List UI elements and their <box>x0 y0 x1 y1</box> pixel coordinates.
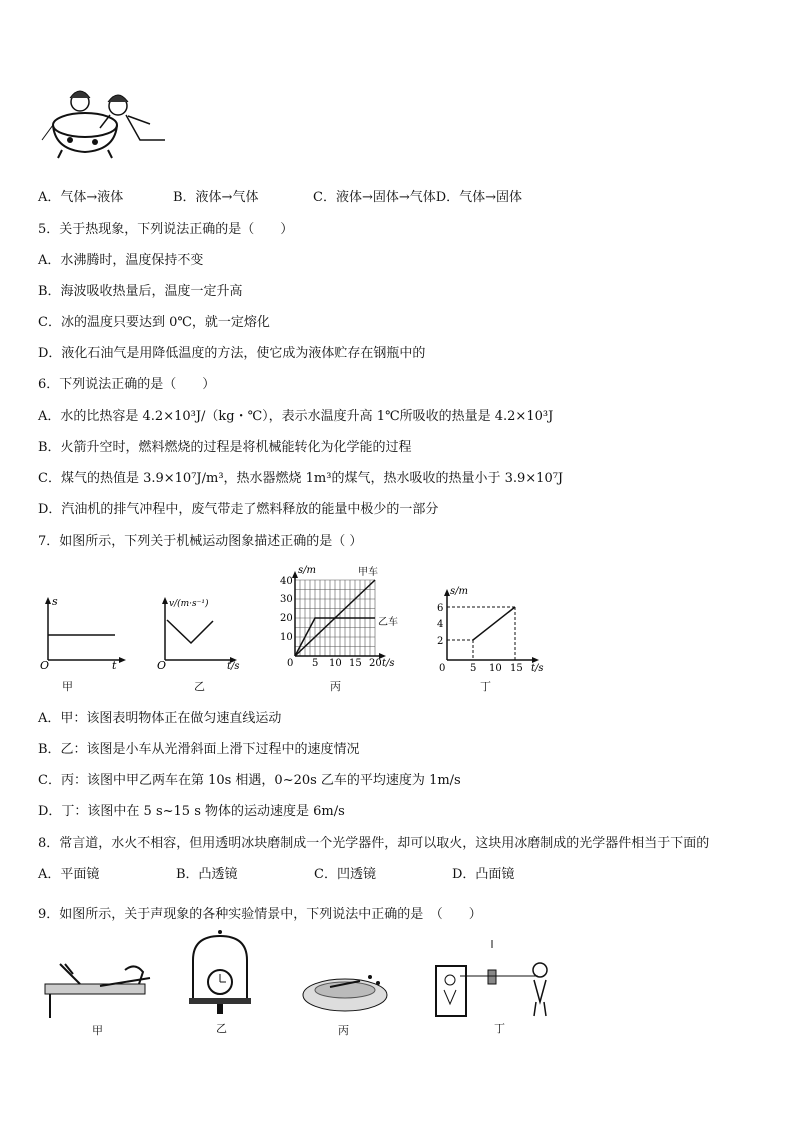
yi-x-label: t/s <box>227 661 240 670</box>
q7-caption-jia: 甲 <box>62 680 73 693</box>
jia-x-label: t <box>112 659 117 670</box>
ding-y-tick: 4 <box>437 619 444 630</box>
q7-caption-bing: 丙 <box>330 680 341 693</box>
q7-graph-bing <box>270 563 420 675</box>
ding-x-tick: 10 <box>489 663 502 674</box>
q9-illustration-jia <box>40 960 160 1020</box>
yi-y-label: v/(m·s⁻¹) <box>169 599 209 609</box>
q8-stem: 8．常言道，水火不相容，但用透明冰块磨制成一个光学器件，却可以取火，这块用冰磨制成的光学器件相当于下面的 <box>38 836 710 851</box>
q7-option-a[interactable]: A．甲：该图表明物体正在做匀速直线运动 <box>38 711 282 726</box>
q8-option-a[interactable]: A．平面镜 <box>38 867 100 882</box>
q7-option-b[interactable]: B．乙：该图是小车从光滑斜面上滑下过程中的速度情况 <box>38 742 360 757</box>
q4-option-d[interactable]: D．气体→固体 <box>435 190 523 205</box>
q7-caption-ding: 丁 <box>480 680 491 693</box>
q6-option-a[interactable]: A．水的比热容是 4.2×10³J/（kg・℃），表示水温度升高 1℃所吸收的热量是 4.2×10³J <box>38 409 554 424</box>
q5-stem: 5．关于热现象，下列说法正确的是（ ） <box>38 222 294 237</box>
q4-option-c[interactable]: C．液体→固体→气体 <box>313 190 436 205</box>
bing-y-tick: 10 <box>280 632 293 643</box>
q8-options <box>38 863 514 882</box>
q9-caption-yi: 乙 <box>216 1022 227 1035</box>
bing-car-b: 乙车 <box>378 617 398 628</box>
bing-y-tick: 20 <box>280 613 293 624</box>
ding-y-label: s/m <box>450 586 468 597</box>
q9-caption-jia: 甲 <box>92 1024 103 1037</box>
bing-x-tick: 20 <box>369 658 382 669</box>
q5-option-a[interactable]: A．水沸腾时，温度保持不变 <box>38 253 204 268</box>
bing-car-a: 甲车 <box>358 567 378 578</box>
yi-origin: O <box>157 659 167 670</box>
ding-x-tick: 5 <box>470 663 477 674</box>
bing-x-label: t/s <box>382 658 395 669</box>
q5-option-d[interactable]: D．液化石油气是用降低温度的方法，使它成为液体贮存在钢瓶中的 <box>38 346 426 361</box>
bing-x-tick: 5 <box>312 658 319 669</box>
q7-graph-jia <box>40 595 130 670</box>
bing-x-tick: 15 <box>349 658 362 669</box>
q6-option-b[interactable]: B．火箭升空时，燃料燃烧的过程是将机械能转化为化学能的过程 <box>38 440 412 455</box>
bing-y-label: s/m <box>298 565 316 576</box>
q8-option-c[interactable]: C．凹透镜 <box>314 867 376 882</box>
q5-option-c[interactable]: C．冰的温度只要达到 0℃，就一定熔化 <box>38 315 270 330</box>
q7-option-c[interactable]: C．丙：该图中甲乙两车在第 10s 相遇，0~20s 乙车的平均速度为 1m/s <box>38 773 461 788</box>
q7-graph-ding <box>425 585 550 675</box>
q7-stem: 7．如图所示，下列关于机械运动图象描述正确的是（ ） <box>38 534 363 549</box>
bing-x-tick: 10 <box>329 658 342 669</box>
ding-origin: 0 <box>439 663 446 674</box>
ding-x-label: t/s <box>531 663 544 674</box>
q8-option-b[interactable]: B．凸透镜 <box>176 867 238 882</box>
jia-y-label: s <box>52 595 58 608</box>
ding-x-tick: 15 <box>510 663 523 674</box>
q7-option-d[interactable]: D．丁：该图中在 5 s~15 s 物体的运动速度是 6m/s <box>38 804 345 819</box>
q4-illustration <box>40 80 180 160</box>
bing-y-tick: 30 <box>280 594 293 605</box>
ding-y-tick: 6 <box>437 603 444 614</box>
q9-caption-ding: 丁 <box>494 1022 505 1035</box>
q8-option-d[interactable]: D．凸面镜 <box>452 867 515 882</box>
q4-options <box>38 186 522 205</box>
bing-origin: 0 <box>287 658 294 669</box>
q5-option-b[interactable]: B．海波吸收热量后，温度一定升高 <box>38 284 243 299</box>
q9-stem: 9．如图所示，关于声现象的各种实验情景中，下列说法中正确的是 （ ） <box>38 907 482 922</box>
bing-y-tick: 40 <box>280 576 293 587</box>
jia-origin: O <box>40 659 50 670</box>
q4-option-a[interactable]: A．气体→液体 <box>38 190 124 205</box>
q9-illustration-ding <box>430 940 560 1020</box>
q6-option-c[interactable]: C．煤气的热值是 3.9×10⁷J/m³，热水器燃烧 1m³的煤气，热水吸收的热量小于 3.9×10⁷J <box>38 471 564 486</box>
q6-option-d[interactable]: D．汽油机的排气冲程中，废气带走了燃料释放的能量中极少的一部分 <box>38 502 439 517</box>
q7-graph-yi <box>155 595 255 670</box>
q7-caption-yi: 乙 <box>194 680 205 693</box>
q9-caption-bing: 丙 <box>338 1024 349 1037</box>
ding-y-tick: 2 <box>437 636 444 647</box>
q9-illustration-yi <box>185 930 255 1020</box>
q4-option-b[interactable]: B．液体→气体 <box>173 190 259 205</box>
q9-illustration-bing <box>300 965 390 1020</box>
q6-stem: 6．下列说法正确的是（ ） <box>38 377 216 392</box>
